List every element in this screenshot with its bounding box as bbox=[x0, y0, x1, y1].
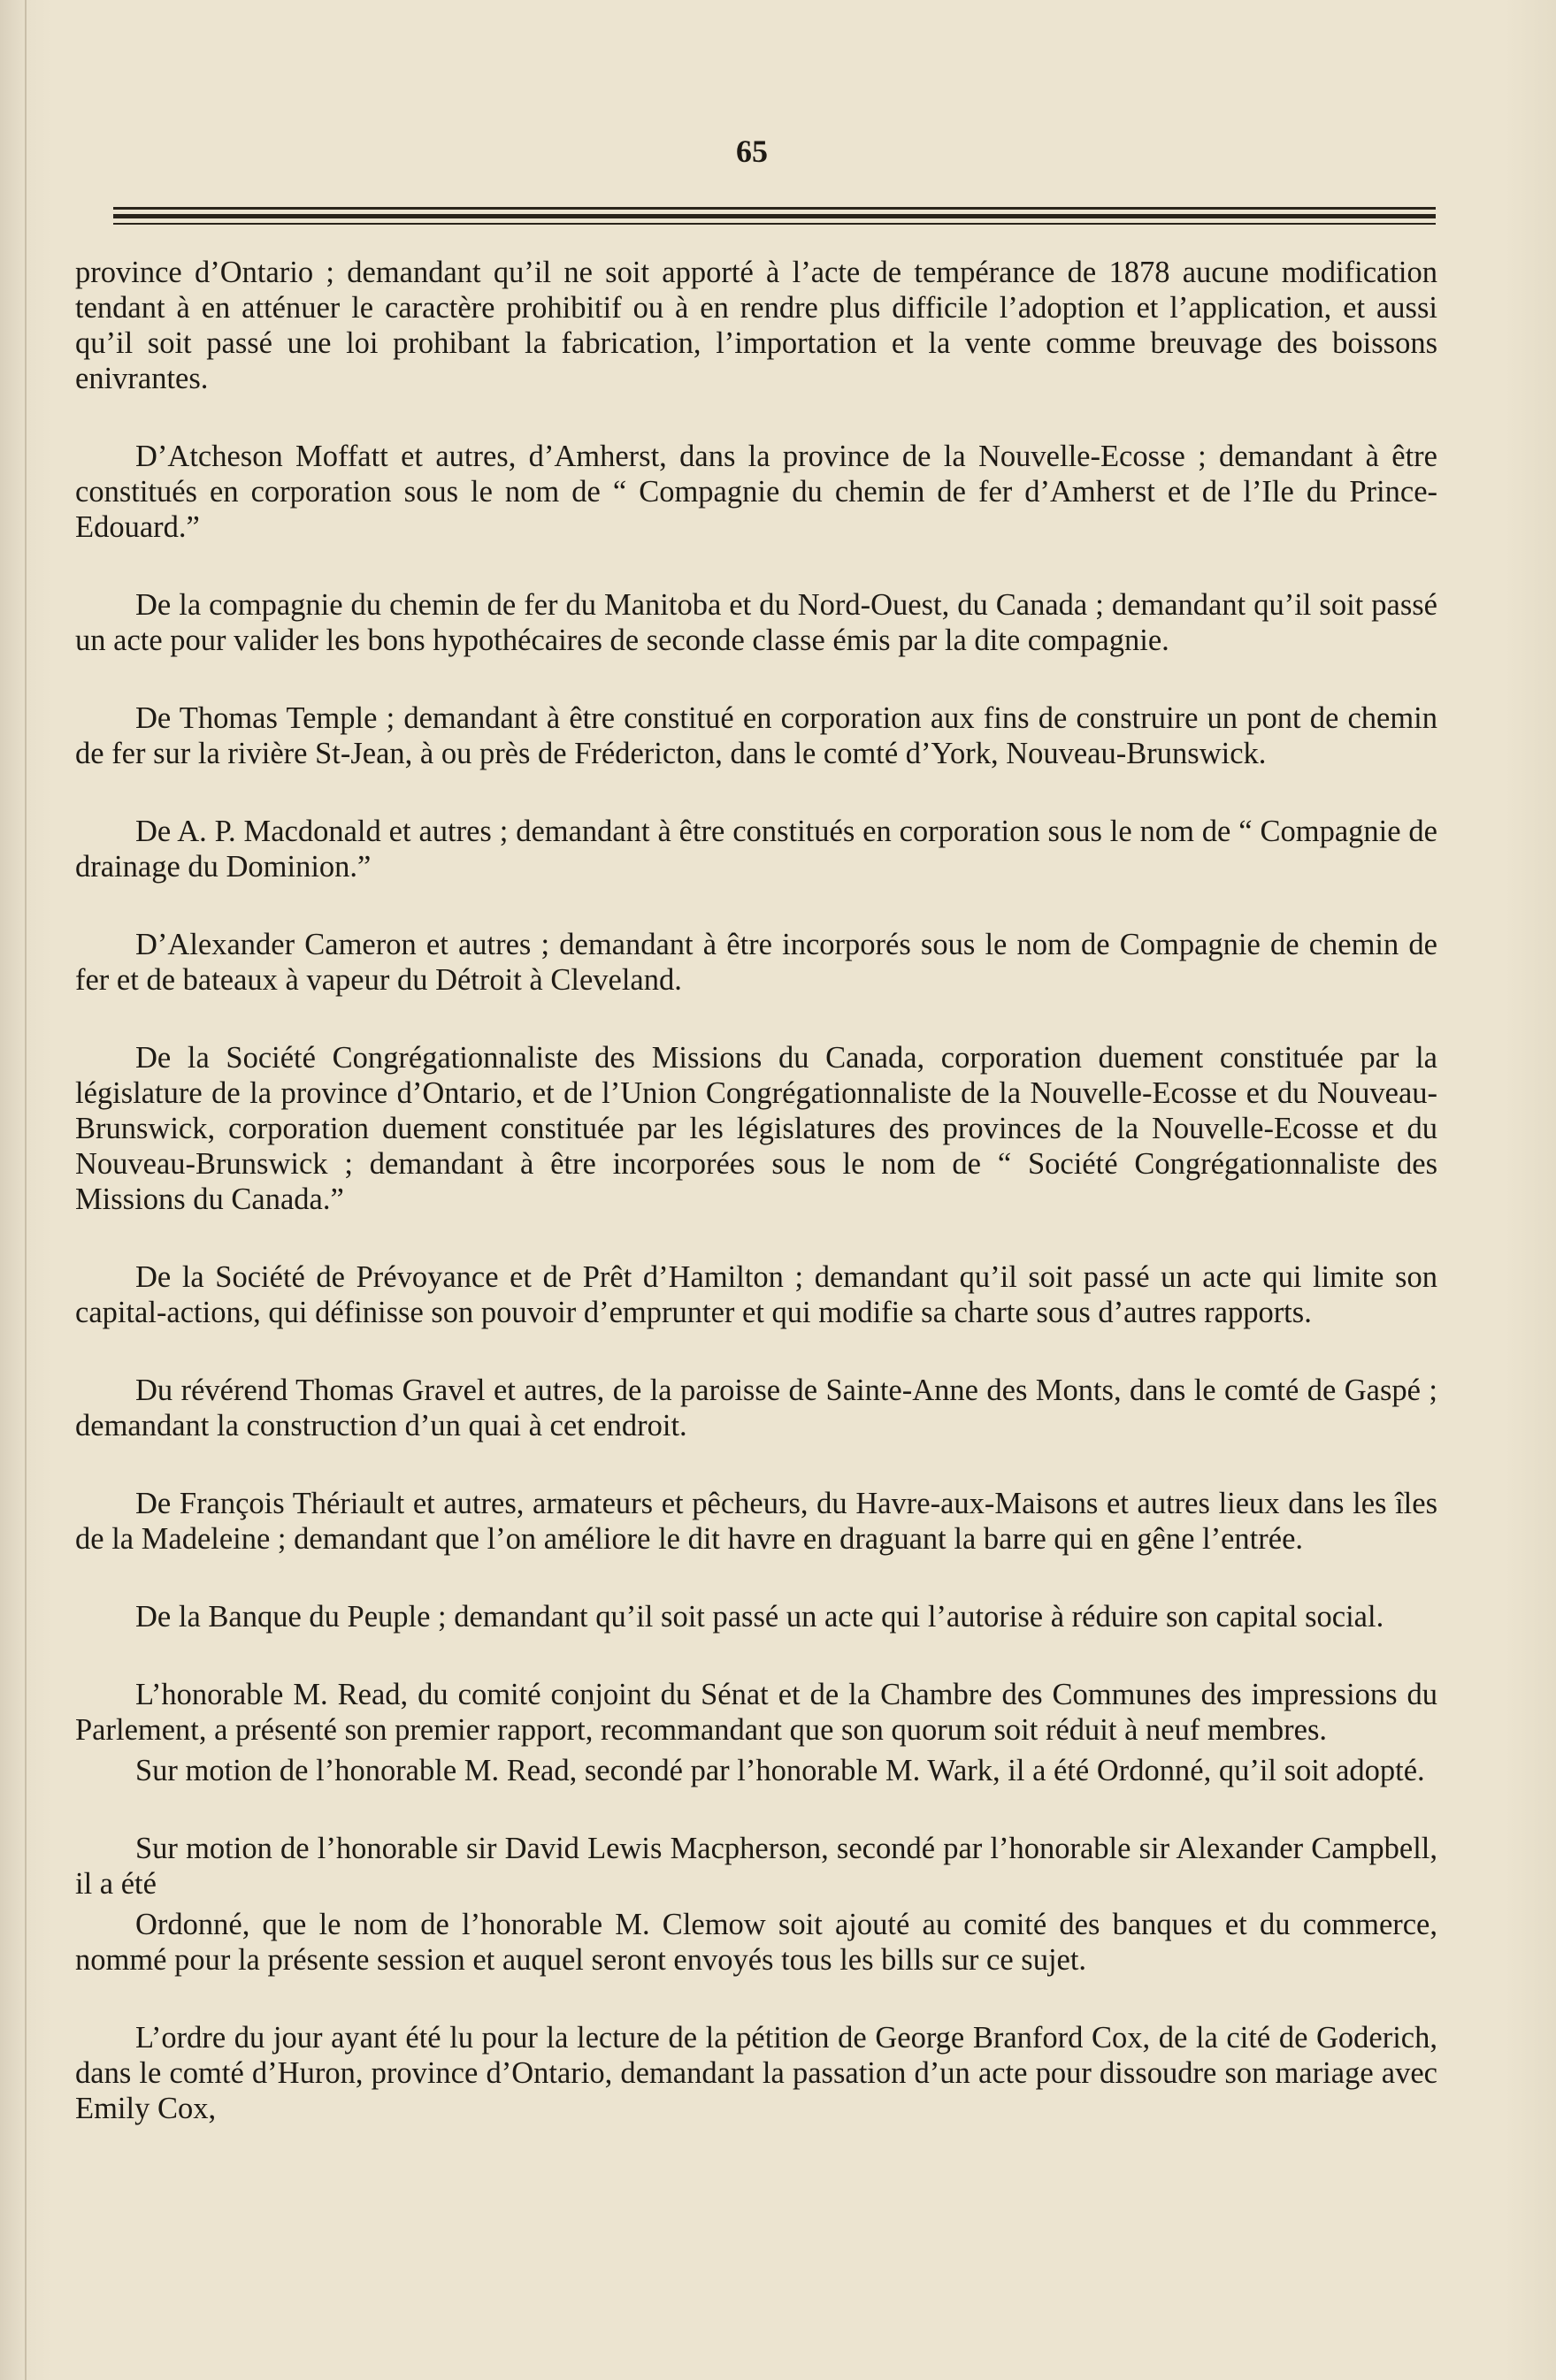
paragraph-cox-petition: L’ordre du jour ayant été lu pour la lecture de la pétition de George Branford Cox, de la cité de Goderich, dans le comté d’Huron, province d’Ontario, demandant la passation d’un acte pour dissoudre son mariage avec Emily Cox, bbox=[75, 2021, 1437, 2125]
paragraph-gravel-quai: Du révérend Thomas Gravel et autres, de la paroisse de Sainte-Anne des Monts, dans le comté de Gaspé ; demandant la construction d’un quai à cet endroit. bbox=[75, 1374, 1437, 1443]
header-rule bbox=[113, 214, 1436, 218]
page-number: 65 bbox=[736, 134, 768, 169]
page-edge-shadow bbox=[25, 0, 27, 2380]
paragraph-hamilton-provident: De la Société de Prévoyance et de Prêt d’Hamilton ; demandant qu’il soit passé un acte qui limite son capital-actions, qui définisse son pouvoir d’emprunter et qui modifie sa charte sous d’autres rapports. bbox=[75, 1260, 1437, 1329]
paragraph-macpherson-motion: Sur motion de l’honorable sir David Lewis Macpherson, secondé par l’honorable sir Alexander Campbell, il a été bbox=[75, 1832, 1437, 1901]
page-body bbox=[75, 255, 1437, 2169]
paragraph-amherst-railway: D’Atcheson Moffatt et autres, d’Amherst, dans la province de la Nouvelle-Ecosse ; demandant à être constitués en corporation sous le nom de “ Compagnie du chemin de fer d’Amherst et de l’Ile du Prince-Edouard.” bbox=[75, 440, 1437, 544]
paragraph-temperance-petition: province d’Ontario ; demandant qu’il ne soit apporté à l’acte de tempérance de 1878 aucune modification tendant à en atténuer le caractère prohibitif ou à en rendre plus difficile l’adoption et l’application, et aussi qu’il soit passé une loi prohibant la fabrication, l’importation et la vente comme breuvage des boissons enivrantes. bbox=[75, 256, 1437, 395]
paragraph-theriault-havre: De François Thériault et autres, armateurs et pêcheurs, du Havre-aux-Maisons et autres lieux dans les îles de la Madeleine ; demandant que l’on améliore le dit havre en draguant la barre qui en gêne l’entrée. bbox=[75, 1487, 1437, 1556]
header-rule bbox=[113, 207, 1436, 210]
paragraph-read-motion: Sur motion de l’honorable M. Read, secondé par l’honorable M. Wark, il a été Ordonné, qu’il soit adopté. bbox=[135, 1754, 1425, 1787]
paragraph-congregational-missions: De la Société Congrégationnaliste des Missions du Canada, corporation duement constituée par la législature de la province d’Ontario, et de l’Union Congrégationnaliste de la Nouvelle-Ecosse et du Nouveau-Brunswick, corporation duement constituée par les législatures des provinces de la Nouvelle-Ecosse et du Nouveau-Brunswick ; demandant à être incorporées sous le nom de “ Société Congrégationnaliste des Missions du Canada.” bbox=[75, 1041, 1437, 1216]
paragraph-thomas-temple: De Thomas Temple ; demandant à être constitué en corporation aux fins de construire un pont de chemin de fer sur la rivière St-Jean, à ou près de Frédericton, dans le comté d’York, Nouveau-Brunswick. bbox=[75, 701, 1437, 770]
paragraph-manitoba-railway: De la compagnie du chemin de fer du Manitoba et du Nord-Ouest, du Canada ; demandant qu’il soit passé un acte pour valider les bons hypothécaires de seconde classe émis par la dite compagnie. bbox=[75, 588, 1437, 657]
paragraph-read-report: L’honorable M. Read, du comité conjoint du Sénat et de la Chambre des Communes des impressions du Parlement, a présenté son premier rapport, recommandant que son quorum soit réduit à neuf membres. bbox=[75, 1678, 1437, 1747]
paragraph-macdonald-drainage: De A. P. Macdonald et autres ; demandant à être constitués en corporation sous le nom de “ Compagnie de drainage du Dominion.” bbox=[75, 815, 1437, 884]
paragraph-cameron-detroit: D’Alexander Cameron et autres ; demandant à être incorporés sous le nom de Compagnie de chemin de fer et de bateaux à vapeur du Détroit à Cleveland. bbox=[75, 928, 1437, 997]
paragraph-clemow-order: Ordonné, que le nom de l’honorable M. Clemow soit ajouté au comité des banques et du commerce, nommé pour la présente session et auquel seront envoyés tous les bills sur ce sujet. bbox=[75, 1908, 1437, 1977]
paragraph-banque-du-peuple: De la Banque du Peuple ; demandant qu’il soit passé un acte qui l’autorise à réduire son capital social. bbox=[135, 1600, 1384, 1634]
header-rule bbox=[113, 223, 1436, 225]
